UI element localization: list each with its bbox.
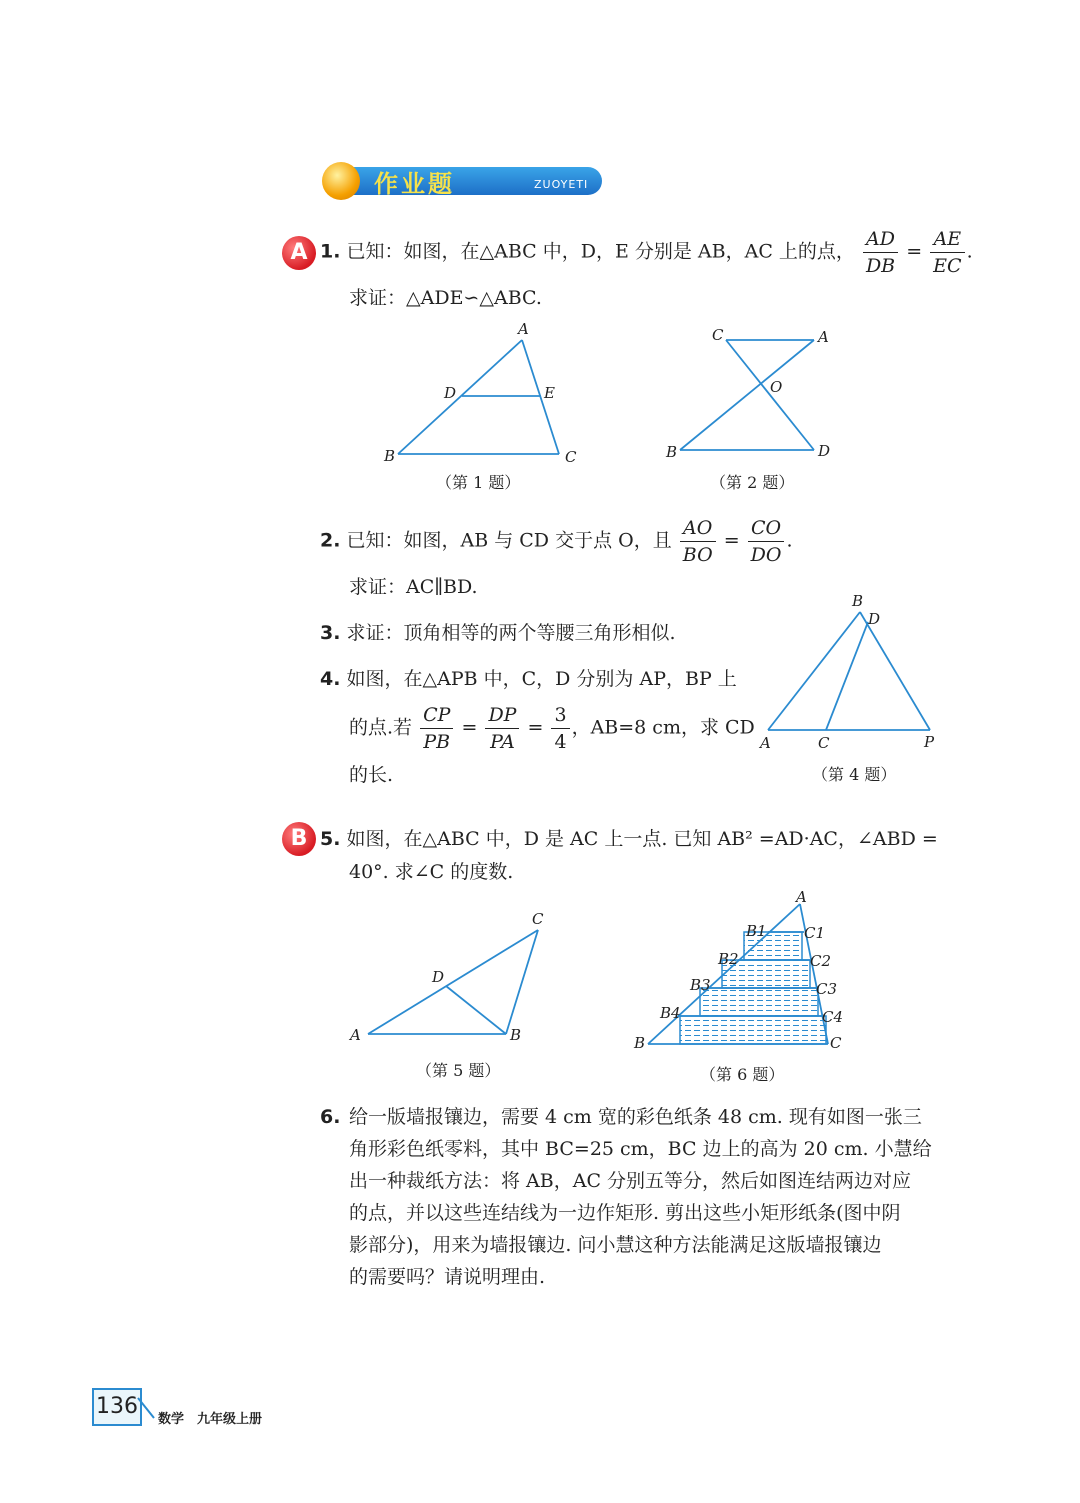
- label-c3: C3: [816, 980, 838, 998]
- figure-2: [660, 318, 840, 478]
- label-p: P: [924, 733, 935, 751]
- problem-6-number: 6.: [320, 1106, 341, 1128]
- label-a: A: [818, 328, 829, 346]
- label-c4: C4: [822, 1008, 844, 1026]
- section-banner: [322, 160, 604, 202]
- problem-5-line1: 5. 如图，在△ABC 中，D 是 AC 上一点. 已知 AB² =AD·AC，∠ABD =: [320, 828, 938, 850]
- figure-1-caption: （第 1 题）: [436, 473, 521, 492]
- problem-6-text: [349, 1101, 945, 1293]
- fraction: $\frac{DP}{PA}$: [485, 702, 519, 755]
- label-c: C: [818, 734, 830, 752]
- figure-5: [340, 900, 570, 1060]
- problem-4-line1: 4. 如图，在△APB 中，C，D 分别为 AP，BP 上: [320, 668, 737, 690]
- problem-5-line2: 40°. 求∠C 的度数.: [349, 861, 514, 883]
- problem-4-number: 4.: [320, 668, 341, 690]
- problem-2-prove: 求证：AC∥BD.: [349, 576, 478, 598]
- label-e: E: [544, 384, 555, 402]
- problem-3: [320, 621, 676, 645]
- label-o: O: [770, 378, 783, 396]
- label-b: B: [634, 1034, 646, 1052]
- label-d: D: [432, 968, 445, 986]
- fraction: $\frac{CP}{PB}$: [420, 702, 453, 755]
- label-d: D: [818, 442, 831, 460]
- book-title: 数学 九年级上册: [158, 1412, 263, 1427]
- problem-1: 1. 已知：如图，在△ABC 中，D，E 分别是 AB，AC 上的点， $\frac{AD}{DB}$ = $\frac{AE}{EC}$ .: [320, 228, 973, 277]
- problem-3-text: 求证：顶角相等的两个等腰三角形相似.: [346, 622, 676, 644]
- label-c2: C2: [810, 952, 832, 970]
- problem-6-line: 给一版墙报镶边，需要 4 cm 宽的彩色纸条 48 cm. 现有如图一张三: [349, 1106, 922, 1128]
- problem-6-line: 影部分)，用来为墙报镶边. 问小慧这种方法能满足这版墙报镶边: [349, 1234, 882, 1256]
- banner-title: 作业题: [374, 170, 455, 198]
- label-d: D: [868, 610, 881, 628]
- section-a-badge: A: [282, 236, 316, 270]
- figure-4: [752, 590, 952, 760]
- problem-1-prove: 求证：△ADE∽△ABC.: [349, 287, 542, 309]
- label-b2: B2: [718, 950, 739, 968]
- label-c: C: [712, 326, 724, 344]
- problem-2-text: 已知：如图，AB 与 CD 交于点 O，且: [346, 529, 672, 552]
- problem-6-line: 出一种裁纸方法：将 AB，AC 分别五等分，然后如图连结两边对应: [349, 1170, 912, 1192]
- problem-1-text: 已知：如图，在△ABC 中，D，E 分别是 AB，AC 上的点，: [346, 240, 855, 263]
- figure-6: [630, 888, 860, 1058]
- label-b: B: [852, 592, 864, 610]
- label-a: A: [518, 320, 529, 338]
- label-b3: B3: [690, 976, 711, 994]
- problem-4-line2: 的点.若 $\frac{CP}{PB}$ = $\frac{DP}{PA}$ = $\frac{3}{4}$ ，AB=8 cm，求 CD: [349, 704, 755, 753]
- problem-6-line: 角形彩色纸零料，其中 BC=25 cm，BC 边上的高为 20 cm. 小慧给: [349, 1138, 932, 1160]
- fraction: $\frac{AD}{DB}$: [863, 226, 898, 279]
- problem-4-line3: 的长.: [349, 764, 394, 786]
- problem-2: 2. 已知：如图，AB 与 CD 交于点 O，且 $\frac{AO}{BO}$ = $\frac{CO}{DO}$ .: [320, 517, 793, 566]
- figure-4-caption: （第 4 题）: [812, 765, 897, 784]
- page-number: 136: [92, 1388, 142, 1426]
- fraction: $\frac{3}{4}$: [551, 702, 569, 755]
- figure-5-caption: （第 5 题）: [416, 1061, 501, 1080]
- problem-5-number: 5.: [320, 828, 341, 850]
- label-a: A: [350, 1026, 361, 1044]
- label-b4: B4: [660, 1004, 681, 1022]
- page-tab-arrow-icon: [136, 1396, 158, 1422]
- problem-6-line: 的需要吗？请说明理由.: [349, 1266, 546, 1288]
- orange-ball-icon: [322, 162, 360, 200]
- label-b: B: [384, 447, 396, 465]
- fraction: $\frac{AE}{EC}$: [930, 226, 964, 279]
- label-c: C: [532, 910, 544, 928]
- problem-6-line: 的点，并以这些连结线为一边作矩形. 剪出这些小矩形纸条(图中阴: [349, 1202, 901, 1224]
- label-b: B: [666, 443, 678, 461]
- fraction: $\frac{AO}{BO}$: [680, 515, 716, 568]
- problem-1-number: 1.: [320, 240, 341, 263]
- fraction: $\frac{CO}{DO}$: [748, 515, 785, 568]
- label-c: C: [565, 448, 577, 466]
- label-c: C: [830, 1034, 842, 1052]
- label-d: D: [444, 384, 457, 402]
- label-a: A: [796, 888, 807, 906]
- problem-2-number: 2.: [320, 529, 341, 552]
- figure-2-caption: （第 2 题）: [710, 473, 795, 492]
- figure-6-caption: （第 6 题）: [700, 1065, 785, 1084]
- problem-3-number: 3.: [320, 622, 341, 644]
- label-b: B: [510, 1026, 522, 1044]
- label-b1: B1: [746, 922, 767, 940]
- banner-subtitle: ZUOYETI: [534, 178, 589, 191]
- section-b-badge: B: [282, 822, 316, 856]
- label-c1: C1: [804, 924, 826, 942]
- label-a: A: [760, 734, 771, 752]
